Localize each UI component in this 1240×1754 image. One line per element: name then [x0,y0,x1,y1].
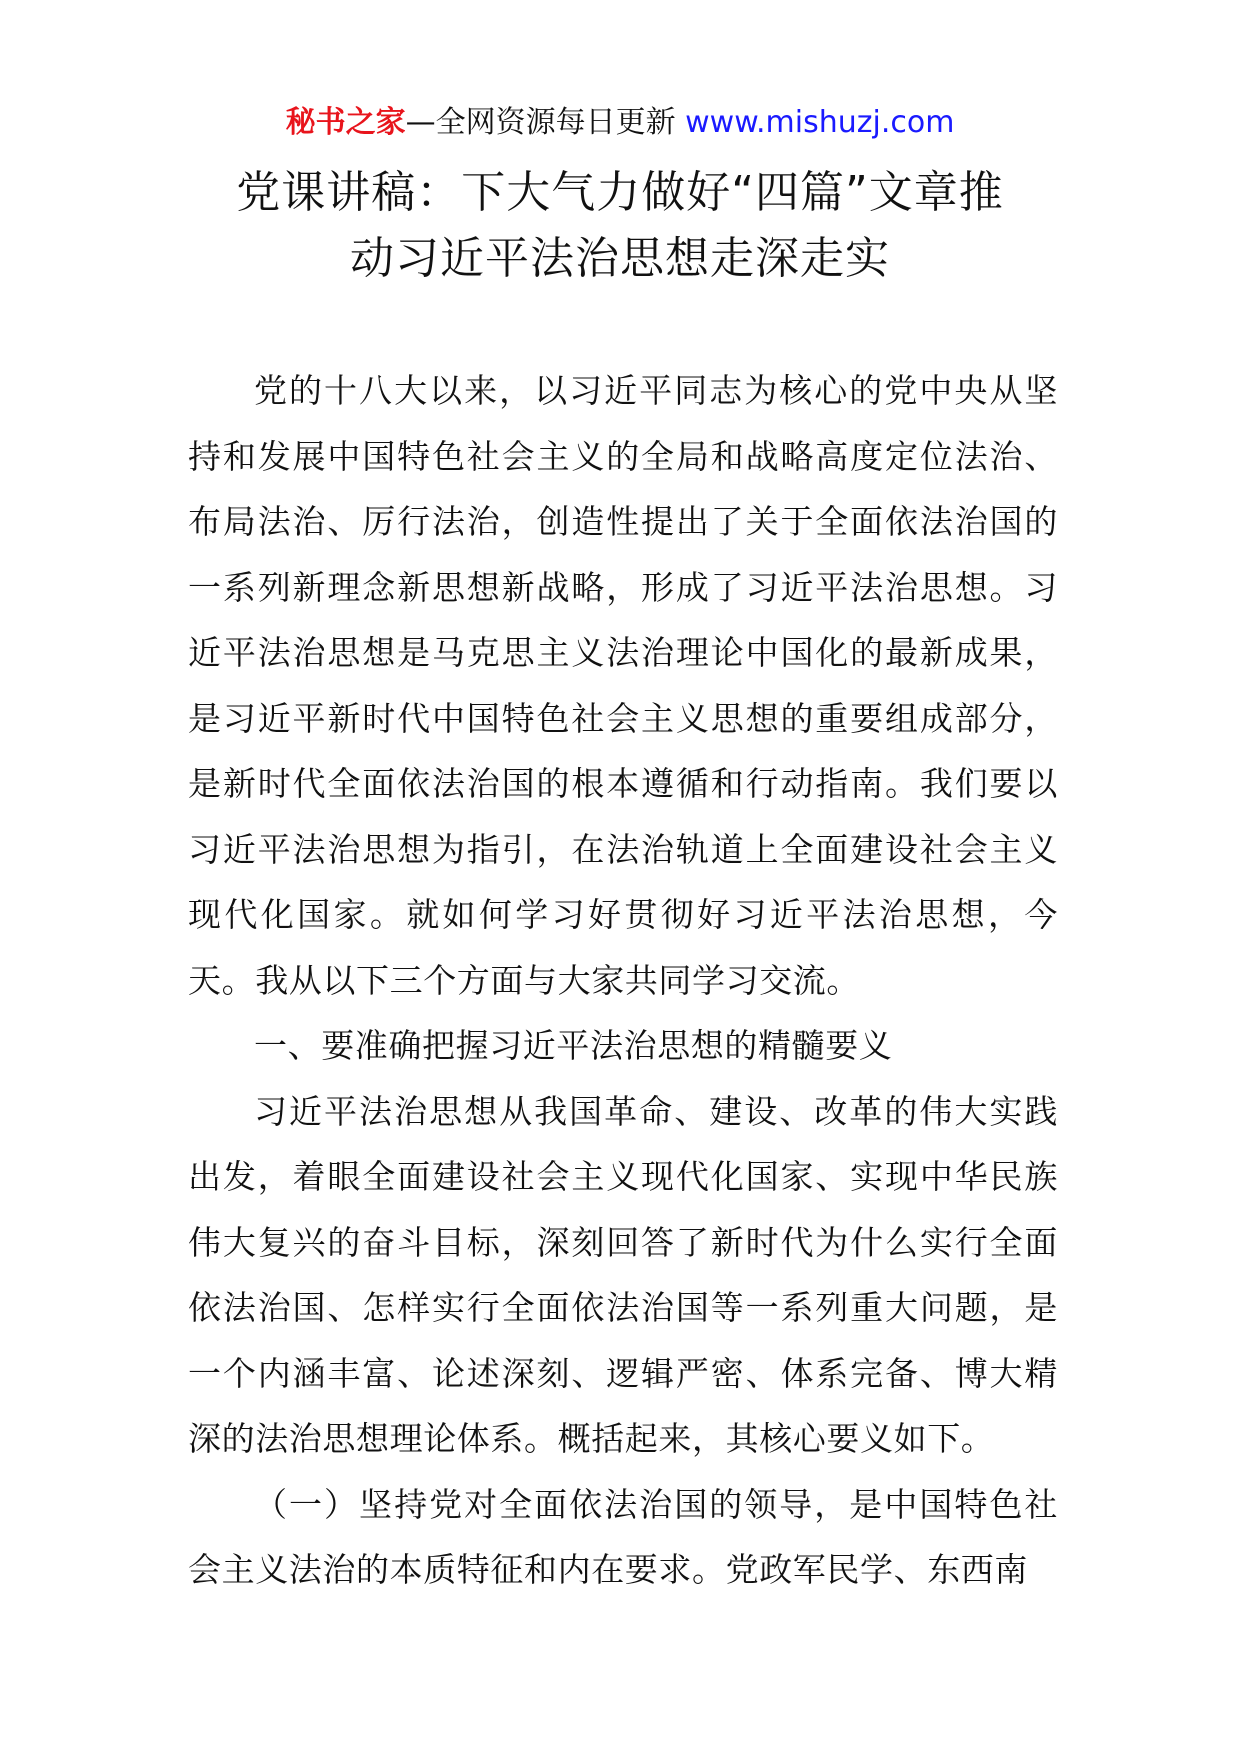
brand-name: 秘书之家 [285,105,406,140]
document-body [188,358,1058,1603]
site-url-link[interactable]: www.mishuzj.com [685,105,955,140]
title-line-1: 党课讲稿：下大气力做好“四篇”文章推 [236,167,1004,218]
paragraph-subsection-1: （一）坚持党对全面依法治国的领导，是中国特色社会主义法治的本质特征和内在要求。党政军民学、东西南 [188,1484,1058,1589]
paragraph-section-1: 习近平法治思想从我国革命、建设、改革的伟大实践出发，着眼全面建设社会主义现代化国家、实现中华民族伟大复兴的奋斗目标，深刻回答了新时代为什么实行全面依法治国、怎样实行全面依法治国等一系列重大问题，是一个内涵丰富、论述深刻、逻辑严密、体系完备、博大精深的法治思想理论体系。概括起来，其核心要义如下。 [188,1091,1058,1458]
document-title [170,160,1070,292]
section-heading: 一、要准确把握习近平法治思想的精髓要义 [254,1026,893,1065]
header-slogan: —全网资源每日更新 [405,105,676,140]
paragraph-intro: 党的十八大以来，以习近平同志为核心的党中央从坚持和发展中国特色社会主义的全局和战略高度定位法治、布局法治、厉行法治，创造性提出了关于全面依法治国的一系列新理念新思想新战略，形成了习近平法治思想。习近平法治思想是马克思主义法治理论中国化的最新成果，是习近平新时代中国特色社会主义思想的重要组成部分，是新时代全面依法治国的根本遵循和行动指南。我们要以习近平法治思想为指引，在法治轨道上全面建设社会主义现代化国家。就如何学习好贯彻好习近平法治思想，今天。我从以下三个方面与大家共同学习交流。 [188,371,1058,1000]
header-banner [0,103,1240,143]
title-line-2: 动习近平法治思想走深走实 [350,233,890,284]
